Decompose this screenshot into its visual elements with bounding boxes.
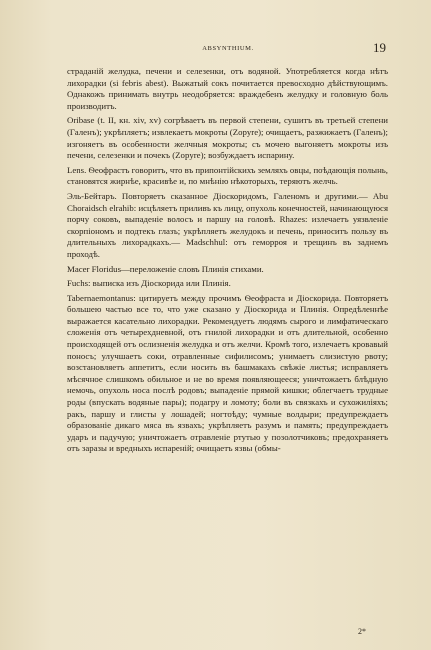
body-text: [67, 66, 388, 458]
signature-mark: 2*: [358, 627, 366, 636]
page-header: [70, 40, 386, 57]
paragraph-macer-floridus: Macer Floridus—переложеніе словъ Плинія стихами.: [67, 263, 264, 274]
paragraph-lens: Lens. Ѳеофрастъ говоритъ, что въ припонтійскихъ земляхъ овцы, поѣдающія полынь, становятся жирнѣе, красивѣе и, по мнѣнію нѣкоторыхъ, теряютъ желчь.: [67, 164, 388, 187]
page-number: 19: [373, 40, 386, 55]
paragraph-fuchs: Fuchs: выписка изъ Діоскорида или Плинія.: [67, 278, 231, 289]
paragraph-el-beitar: Эль-Бейтаръ. Повторяетъ сказанное Діоскоридомъ, Галеномъ и другими.— Abu Choraidsch elrahib: исцѣляетъ приливъ къ лицу, опухоль конечностей, начинающуюся порчу соковъ, выпаденіе волосъ и паршу на головѣ. Rhazes: излечаетъ уязвленіе скорпіономъ и подтекъ глазъ; укрѣпляетъ желудокъ и печень, приноситъ пользу въ длительныхъ лихорадкахъ.— Madschhul: отъ геморроя и трещинъ въ заднемъ проходѣ.: [67, 190, 388, 259]
paragraph-oribase: Oribase (t. II, кн. xiv, xv) согрѣваетъ въ первой степени, сушитъ въ третьей степени (Галенъ); укрѣпляетъ; извлекаетъ мокроты (Zopyre); очищаетъ, разжижаетъ (Галенъ); изгоняетъ въ особенности желчныя мокроты; съ мочею выгоняетъ мокроты изъ печени, селезенки и почекъ (Zopyre); возбуждаетъ испарину.: [67, 115, 388, 161]
paragraph-tabernaemontanus: Tabernaemontanus: цитируетъ между прочимъ Ѳеофраста и Діоскорида. Повторяетъ большею частью все то, что уже сказано у Діоскорида и Плинія. Опредѣленнѣе выражается касательно лихорадки. Рекомендуетъ людямъ сырого и лимфатическаго сложенія отъ четырехдневной, отъ гнилой лихорадки и отъ длительной, особенно происходящей отъ ослизненія желудка и отъ желчи. Кромѣ того, излечаетъ кровавый поносъ; улучшаетъ соки, отравленные сифилисомъ; унимаетъ слизистую рвоту; возстановляетъ аппетитъ, если носить въ башмакахъ свѣжіе листья; исправляетъ мѣсячное слишкомъ обильное и не во время появляющееся; уничтожаетъ блѣдную немочь, опухоль носа послѣ родовъ; выпаденіе прямой кишки; облегчаетъ трудные роды (впускать водяные пары); подагру и ломоту; боли въ связкахъ и сухожиліяхъ; ракъ, паршу и глисты у лошадей; ногтоѣду; чумные волдыри; предупреждаетъ образованіе дикаго мяса въ язвахъ; укрѣпляетъ разумъ и память; предупреждаетъ ударъ и падучую; уничтожаетъ отравленіе ртутью у позолотчиковъ; предохраняетъ отъ заразы и вредныхъ испареній; очищаетъ язвы (обмы-: [67, 292, 388, 454]
running-title: ABSYNTHIUM.: [202, 45, 254, 52]
paragraph-continuation: страданій желудка, печени и селезенки, отъ водяной. Употребляется когда нѣтъ лихорадки (si febris abest). Выжатый сокъ почитается превосходно дѣйствующимъ. Однакожъ принимать внутрь неодобряется: враждебенъ желудку и головную боль производитъ.: [67, 66, 388, 111]
